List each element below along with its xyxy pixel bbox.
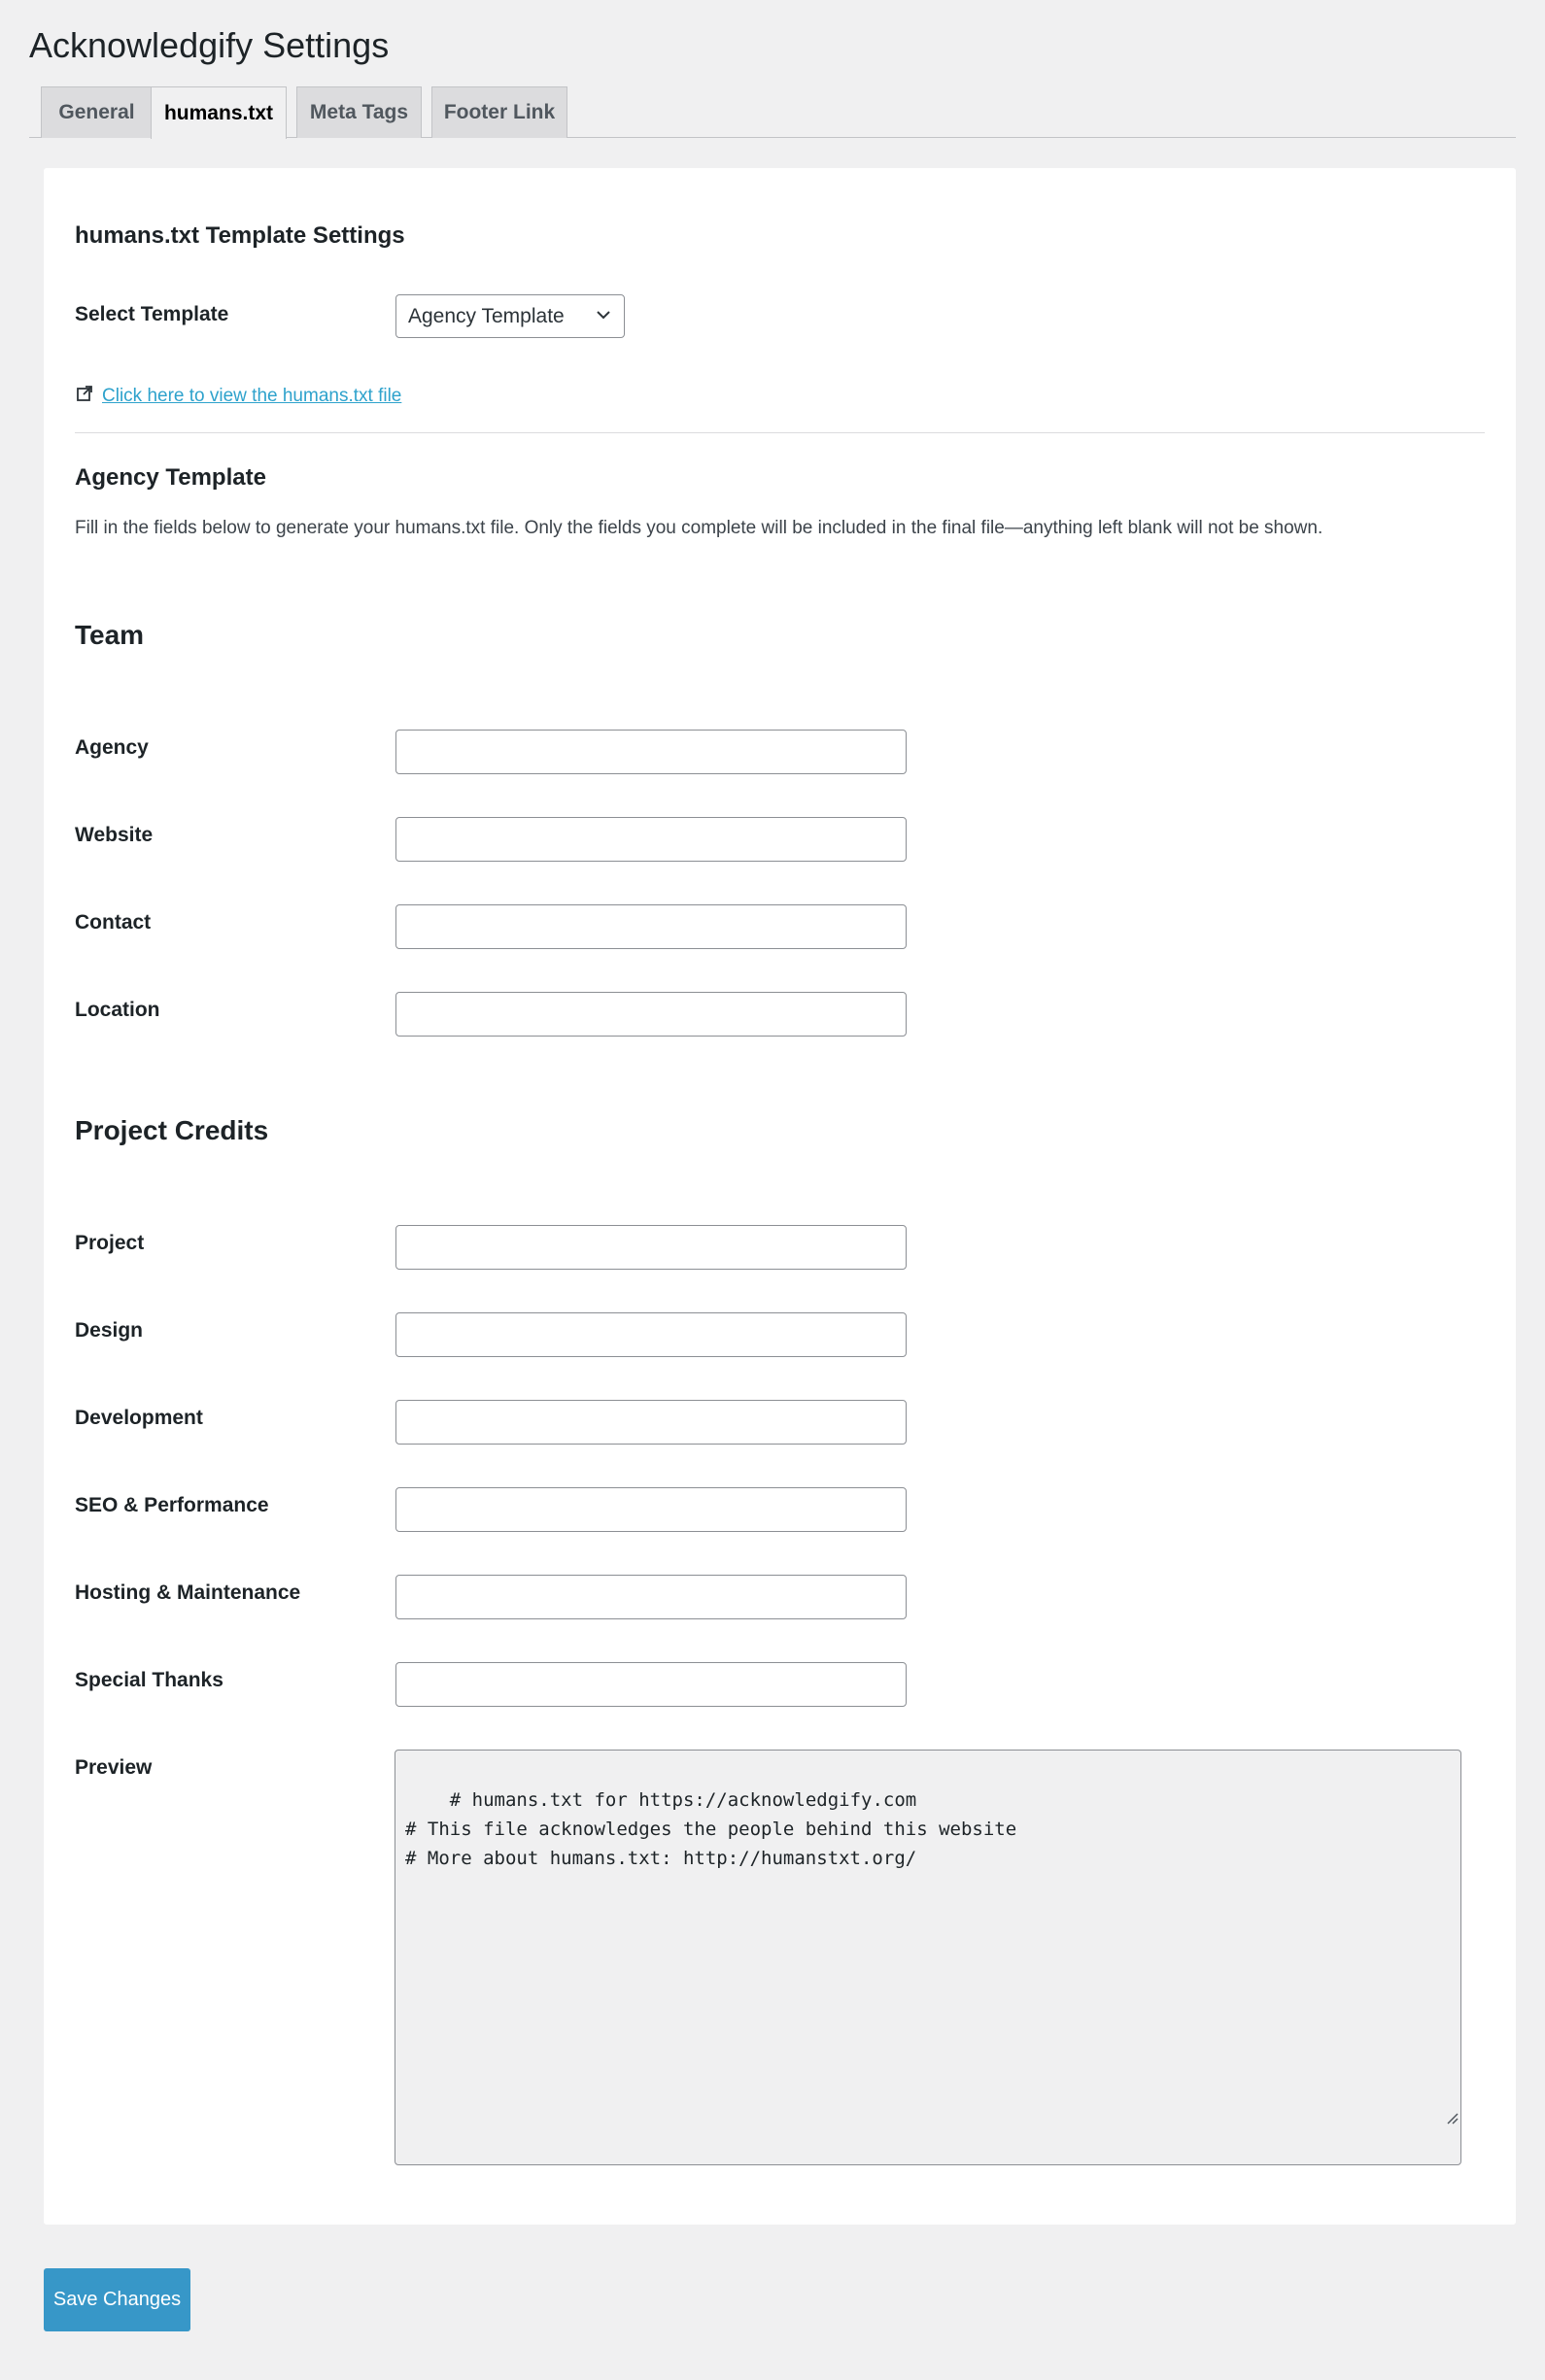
template-select-value: Agency Template (408, 305, 565, 327)
development-input[interactable] (395, 1400, 907, 1445)
preview-label: Preview (75, 1756, 153, 1779)
section-divider (75, 432, 1485, 433)
contact-input[interactable] (395, 904, 907, 949)
select-template-label: Select Template (75, 303, 229, 325)
special-thanks-label: Special Thanks (75, 1669, 223, 1691)
website-label: Website (75, 824, 154, 846)
external-link-icon (75, 384, 94, 408)
team-heading: Team (75, 620, 145, 650)
tab-humans-txt[interactable]: humans.txt (151, 86, 287, 139)
location-input[interactable] (395, 992, 907, 1037)
contact-label: Contact (75, 911, 152, 934)
page-title: Acknowledgify Settings (29, 25, 390, 65)
design-label: Design (75, 1319, 144, 1342)
resize-handle-icon[interactable] (1378, 2075, 1459, 2162)
design-input[interactable] (395, 1312, 907, 1357)
development-label: Development (75, 1407, 203, 1429)
agency-template-heading: Agency Template (75, 464, 266, 491)
agency-template-description: Fill in the fields below to generate your humans.txt file. Only the fields you complete will be included in the final file—anything left blank will not be shown. (75, 518, 1323, 538)
preview-textarea[interactable] (395, 1750, 1461, 2165)
tab-footer-link[interactable]: Footer Link (431, 86, 567, 138)
website-input[interactable] (395, 817, 907, 862)
view-humans-txt-link[interactable]: Click here to view the humans.txt file (102, 385, 402, 406)
agency-input[interactable] (395, 730, 907, 774)
project-credits-heading: Project Credits (75, 1115, 269, 1145)
template-select[interactable] (395, 294, 625, 338)
seo-performance-input[interactable] (395, 1487, 907, 1532)
save-changes-button[interactable]: Save Changes (44, 2268, 190, 2331)
project-input[interactable] (395, 1225, 907, 1270)
tab-general[interactable]: General (41, 86, 153, 138)
project-label: Project (75, 1232, 145, 1254)
hosting-maintenance-input[interactable] (395, 1575, 907, 1619)
seo-performance-label: SEO & Performance (75, 1494, 269, 1516)
hosting-maintenance-label: Hosting & Maintenance (75, 1581, 301, 1604)
settings-card (44, 168, 1516, 2225)
view-file-row (75, 384, 401, 408)
location-label: Location (75, 999, 160, 1021)
special-thanks-input[interactable] (395, 1662, 907, 1707)
settings-tabs (29, 86, 1516, 138)
agency-label: Agency (75, 736, 149, 759)
preview-content: # humans.txt for https://acknowledgify.com # This file acknowledges the people behind this website # More about humans.txt: http://humanstxt.org/ (405, 1789, 1017, 1869)
template-settings-heading: humans.txt Template Settings (75, 222, 405, 249)
tab-meta-tags[interactable]: Meta Tags (296, 86, 422, 138)
chevron-down-icon (595, 295, 612, 352)
